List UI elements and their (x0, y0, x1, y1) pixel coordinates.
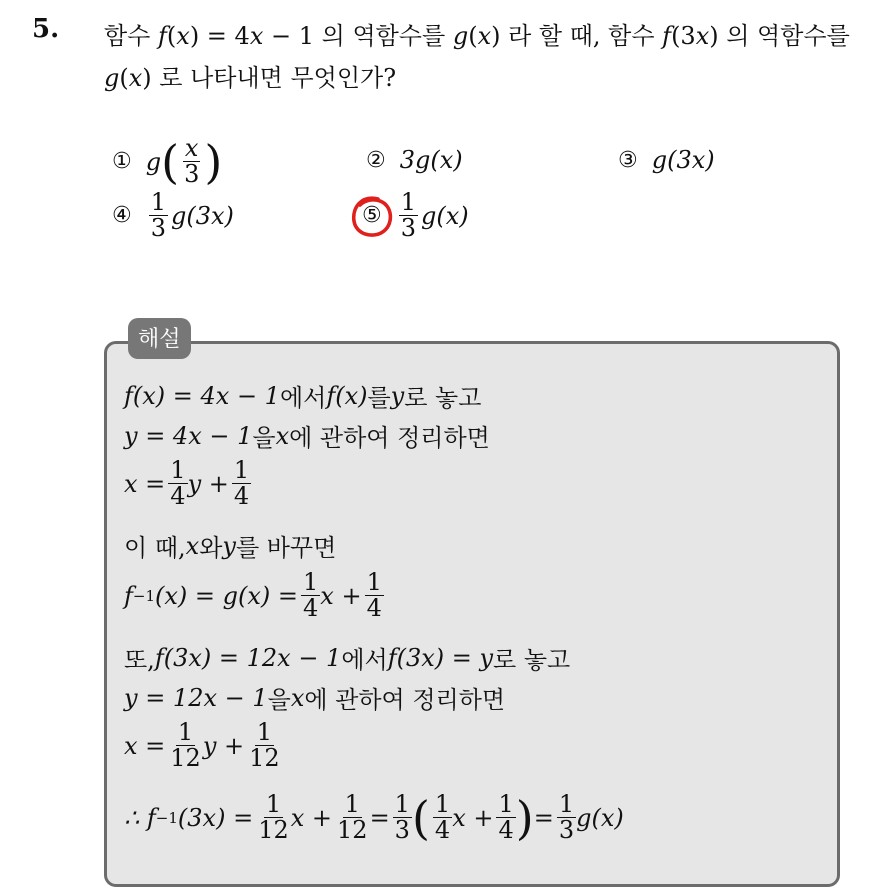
solution-line-7: y = 12x − 1 을 x 에 관하여 정리하면 (124, 683, 506, 714)
option-text: g (145, 147, 162, 176)
question-number: 5. (32, 14, 60, 44)
solution-line-3: x = $\frac{1}{4}$ y + $\frac{1}{4}$ (124, 456, 250, 511)
option-number: ④ (112, 203, 132, 229)
solution-line-8: x = $\frac{1}{12}$ y + $\frac{1}{12}$ (124, 718, 280, 773)
solution-line-6: 또, f(3x) = 12x − 1 에서 f(3x) = y 로 놓고 (124, 643, 571, 674)
solution-line-1: f(x) = 4x − 1 에서 f(x) 를 y 로 놓고 (124, 381, 482, 412)
solution-line-5: f −1 (x) = g(x) = $\frac{1}{4}$ x + $\frac{1}{4}$ (124, 568, 382, 623)
answer-mark-icon (348, 193, 396, 241)
solution-tag: 해설 (128, 318, 191, 359)
option-2[interactable] (366, 146, 463, 174)
option-text: g(3x) (171, 201, 234, 230)
option-4[interactable] (112, 190, 234, 241)
question-line-1: 함수 f(x) = 4x − 1 의 역함수를 g(x) 라 할 때, 함수 f(3x) 의 역함수를 (104, 22, 850, 50)
solution-line-9: ∴ f −1 (3x) = $\frac{1}{12}$ x + $\frac{1}{12}$ = $\frac{1}{3}$ ( $\frac{1}{4}$ x + $\frac{1}{4}$ ) = $\frac{1}{3}$ g(x) (124, 790, 624, 845)
question-line-2: g(x) 로 나타내면 무엇인가? (104, 64, 397, 92)
option-number: ③ (618, 147, 638, 173)
option-text: 3g(x) (399, 146, 463, 174)
fraction: $\frac{1}{3}$ (150, 188, 167, 243)
option-number: ⑤ (362, 203, 382, 229)
fraction: $\frac{1}{3}$ (400, 188, 417, 243)
option-number: ① (112, 149, 132, 175)
option-3[interactable] (618, 146, 715, 174)
fraction: $\frac{x}{3}$ (184, 134, 200, 189)
option-text: g(3x) (651, 146, 715, 174)
paren: ( (161, 134, 180, 189)
option-number: ② (366, 147, 386, 173)
paren: ) (204, 134, 223, 189)
solution-line-2: y = 4x − 1 을 x 에 관하여 정리하면 (124, 421, 490, 452)
option-1[interactable] (112, 136, 222, 187)
option-text: g(x) (421, 201, 469, 230)
solution-line-4: 이 때, x 와 y 를 바꾸면 (124, 531, 337, 562)
